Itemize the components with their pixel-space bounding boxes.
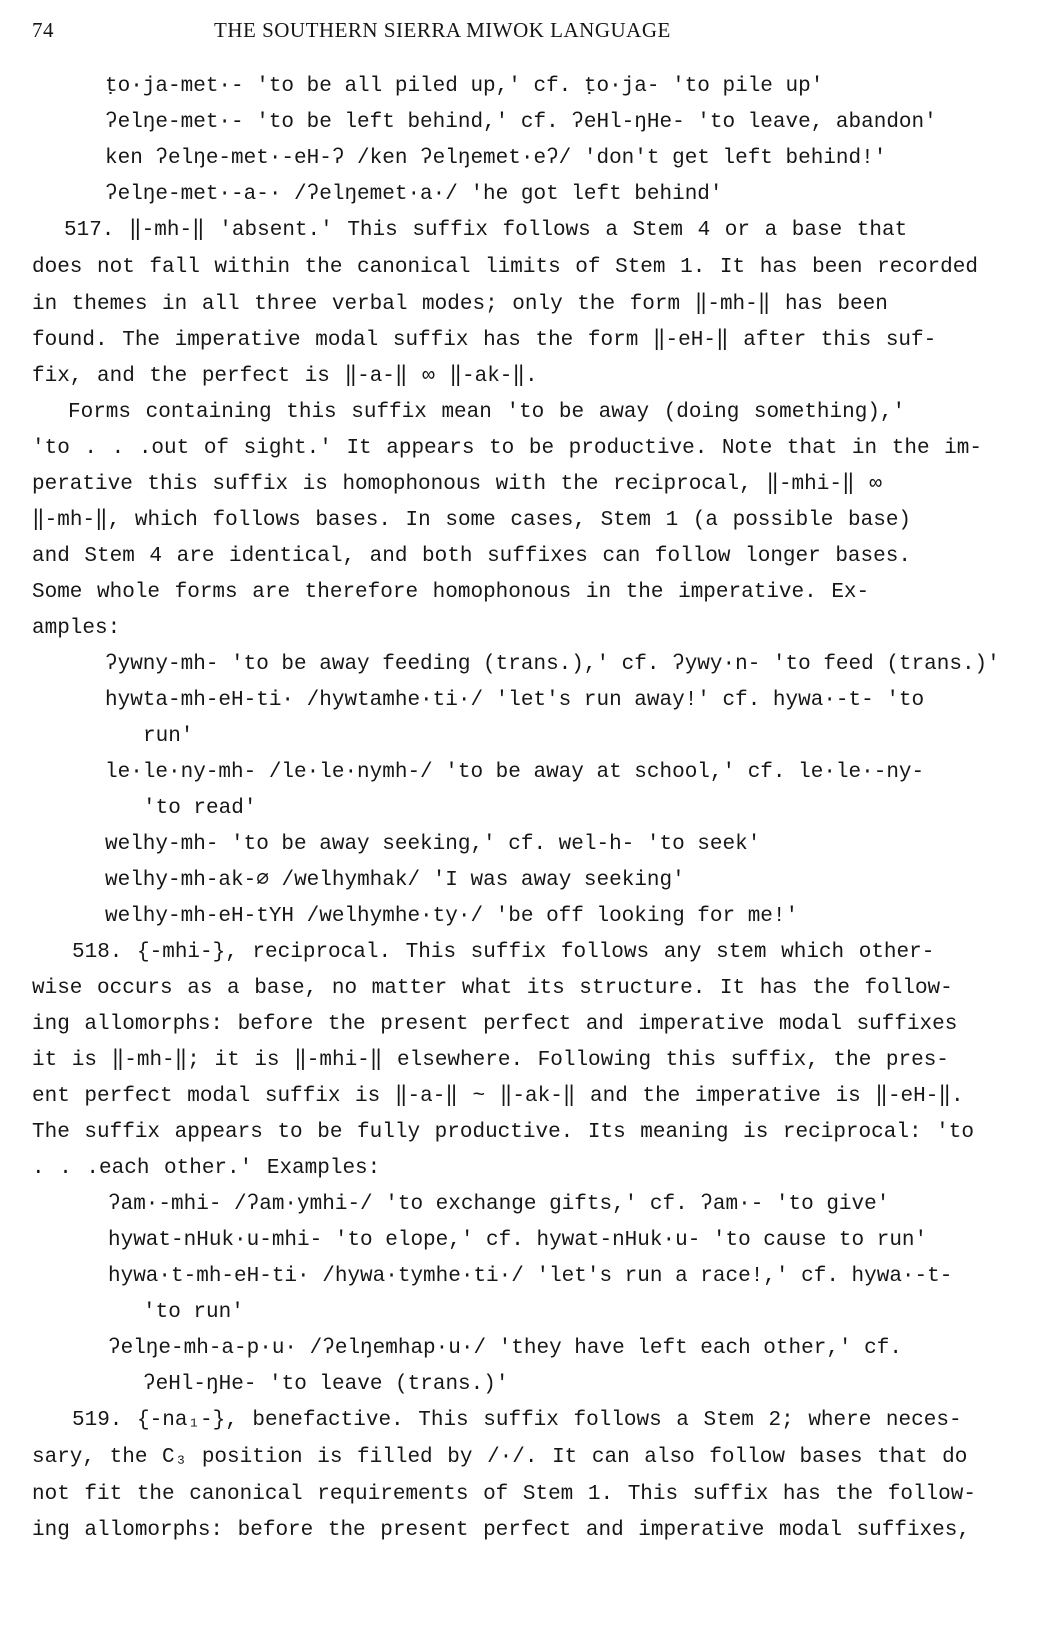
page-number: 74 (32, 18, 54, 42)
paragraph-line: amples: (32, 617, 121, 640)
paragraph-line: 518. {-mhi-}, reciprocal. This suffix follows any stem which other- (72, 941, 935, 964)
paragraph-line: does not fall within the canonical limits of Stem 1. It has been recorded (32, 256, 978, 279)
example-line: ʔeHl-ŋHe- 'to leave (trans.)' (143, 1373, 509, 1396)
paragraph-line: The suffix appears to be fully productive. Its meaning is reciprocal: 'to (32, 1121, 974, 1144)
example-line: welhy-mh-eH-tYH /welhymhe·ty·/ 'be off looking for me!' (105, 905, 799, 928)
example-line: ṭo·ja-met·- 'to be all piled up,' cf. ṭo·ja- 'to pile up' (105, 75, 824, 98)
example-line: ʔelŋe-mh-a-p·u· /ʔelŋemhap·u·/ 'they have left each other,' cf. (108, 1337, 902, 1360)
example-line: ʔywny-mh- 'to be away feeding (trans.),' cf. ʔywy·n- 'to feed (trans.)' (105, 653, 1000, 676)
paragraph-line: Forms containing this suffix mean 'to be away (doing something),' (68, 401, 906, 424)
paragraph-line: found. The imperative modal suffix has the form ‖-eH-‖ after this suf- (32, 329, 937, 352)
running-title: THE SOUTHERN SIERRA MIWOK LANGUAGE (214, 18, 671, 42)
paragraph-line: not fit the canonical requirements of Stem 1. This suffix has the follow- (32, 1483, 976, 1506)
paragraph-line: 'to . . .out of sight.' It appears to be productive. Note that in the im- (32, 437, 982, 460)
example-line: hywat-nHuk·u-mhi- 'to elope,' cf. hywat-nHuk·u- 'to cause to run' (108, 1229, 928, 1252)
paragraph-line: wise occurs as a base, no matter what its structure. It has the follow- (32, 977, 953, 1000)
example-line: hywa·t-mh-eH-ti· /hywa·tymhe·ti·/ 'let's run a race!,' cf. hywa·-t- (108, 1265, 953, 1288)
example-line: 'to run' (143, 1301, 244, 1324)
running-head (32, 18, 1001, 52)
paragraph-line: it is ‖-mh-‖; it is ‖-mhi-‖ elsewhere. Following this suffix, the pres- (32, 1049, 949, 1072)
paragraph-line: and Stem 4 are identical, and both suffixes can follow longer bases. (32, 545, 911, 568)
paragraph-line: 519. {-na₁-}, benefactive. This suffix follows a Stem 2; where neces- (72, 1409, 962, 1432)
example-line: le·le·ny-mh- /le·le·nymh-/ 'to be away at school,' cf. le·le·-ny- (105, 761, 925, 784)
example-line: run' (143, 725, 194, 748)
example-line: 'to read' (143, 797, 257, 820)
example-line: ken ʔelŋe-met·-eH-ʔ /ken ʔelŋemet·eʔ/ 'don't get left behind!' (105, 147, 887, 170)
paragraph-line: ‖-mh-‖, which follows bases. In some cases, Stem 1 (a possible base) (32, 509, 912, 532)
paragraph-line: ing allomorphs: before the present perfect and imperative modal suffixes (32, 1013, 958, 1036)
paragraph-line: perative this suffix is homophonous with the reciprocal, ‖-mhi-‖ ∞ (32, 473, 882, 496)
paragraph-line: 517. ‖-mh-‖ 'absent.' This suffix follows a Stem 4 or a base that (64, 219, 908, 242)
paragraph-line: ing allomorphs: before the present perfect and imperative modal suffixes, (32, 1519, 970, 1542)
paragraph-line: fix, and the perfect is ‖-a-‖ ∞ ‖-ak-‖. (32, 365, 538, 388)
example-line: ʔam·-mhi- /ʔam·ymhi-/ 'to exchange gifts,' cf. ʔam·- 'to give' (108, 1193, 890, 1216)
example-line: ʔelŋe-met·-a-· /ʔelŋemet·a·/ 'he got left behind' (105, 183, 723, 206)
example-line: hywta-mh-eH-ti· /hywtamhe·ti·/ 'let's run away!' cf. hywa·-t- 'to (105, 689, 925, 712)
paragraph-line: ent perfect modal suffix is ‖-a-‖ ~ ‖-ak-‖ and the imperative is ‖-eH-‖. (32, 1085, 964, 1108)
paragraph-line: Some whole forms are therefore homophonous in the imperative. Ex- (32, 581, 870, 604)
paragraph-line: . . .each other.' Examples: (32, 1157, 381, 1180)
paragraph-line: sary, the C₃ position is filled by /·/. It can also follow bases that do (32, 1446, 968, 1469)
example-line: ʔelŋe-met·- 'to be left behind,' cf. ʔeHl-ŋHe- 'to leave, abandon' (105, 111, 937, 134)
example-line: welhy-mh-ak-∅ /welhymhak/ 'I was away seeking' (105, 869, 685, 892)
paragraph-line: in themes in all three verbal modes; only the form ‖-mh-‖ has been (32, 293, 888, 316)
example-line: welhy-mh- 'to be away seeking,' cf. wel-h- 'to seek' (105, 833, 761, 856)
